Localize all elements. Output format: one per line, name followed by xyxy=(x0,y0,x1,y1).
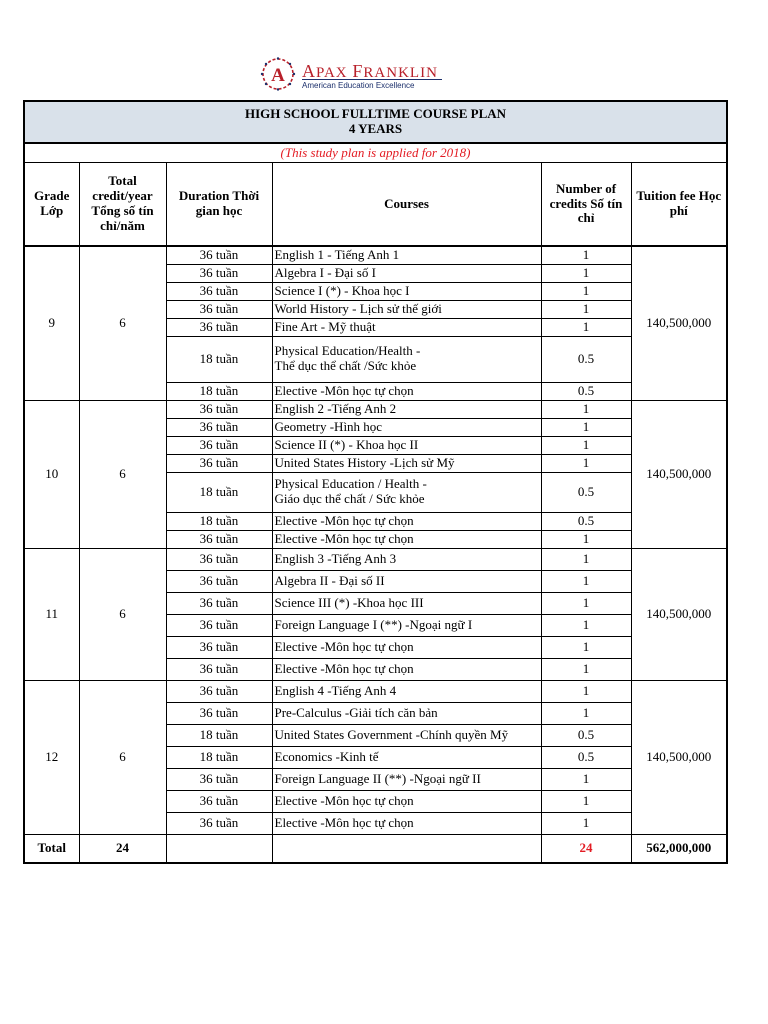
course-cell xyxy=(272,512,541,530)
duration-cell: 18 tuần xyxy=(166,472,272,512)
duration-cell: 36 tuần xyxy=(166,436,272,454)
totals-tuition: 562,000,000 xyxy=(631,834,727,863)
duration-cell: 36 tuần xyxy=(166,636,272,658)
header-courses: Courses xyxy=(272,163,541,247)
total-credit-cell: 6 xyxy=(79,400,166,548)
header-credits: Number of credits Số tín chỉ xyxy=(541,163,631,247)
header-row xyxy=(24,163,727,247)
course-cell xyxy=(272,400,541,418)
course-name: Science III (*) -Khoa học III xyxy=(274,594,424,610)
course-name: English 2 -Tiếng Anh 2 xyxy=(274,400,397,416)
course-cell xyxy=(272,658,541,680)
credits-cell: 0.5 xyxy=(541,512,631,530)
tuition-cell: 140,500,000 xyxy=(631,246,727,400)
duration-cell: 36 tuần xyxy=(166,548,272,570)
duration-cell: 36 tuần xyxy=(166,454,272,472)
course-cell xyxy=(272,570,541,592)
course-name: Geometry -Hình học xyxy=(274,418,383,434)
course-name: Elective -Môn học tự chọn xyxy=(274,512,414,528)
total-credit-cell: 6 xyxy=(79,680,166,834)
course-name: Elective -Môn học tự chọn xyxy=(274,814,414,830)
duration-cell: 36 tuần xyxy=(166,530,272,548)
credits-cell: 1 xyxy=(541,790,631,812)
grade-cell: 12 xyxy=(24,680,79,834)
course-cell xyxy=(272,530,541,548)
course-name: Science II (*) - Khoa học II xyxy=(274,436,419,452)
header-duration: Duration Thời gian học xyxy=(166,163,272,247)
credits-cell: 1 xyxy=(541,318,631,336)
course-cell xyxy=(272,336,541,382)
course-name: Algebra I - Đại số I xyxy=(274,264,376,280)
course-name: Elective -Môn học tự chọn xyxy=(274,530,414,546)
credits-cell: 1 xyxy=(541,548,631,570)
duration-cell: 36 tuần xyxy=(166,592,272,614)
header-grade: Grade Lớp xyxy=(24,163,79,247)
totals-credit-year: 24 xyxy=(79,834,166,863)
grade-cell: 9 xyxy=(24,246,79,400)
brand-divider xyxy=(302,79,442,80)
duration-cell: 36 tuần xyxy=(166,702,272,724)
duration-cell: 36 tuần xyxy=(166,680,272,702)
duration-cell: 36 tuần xyxy=(166,264,272,282)
credits-cell: 1 xyxy=(541,300,631,318)
course-name: Foreign Language I (**) -Ngoại ngữ I xyxy=(274,616,473,632)
duration-cell: 18 tuần xyxy=(166,724,272,746)
course-cell xyxy=(272,724,541,746)
course-name: Fine Art - Mỹ thuật xyxy=(274,318,376,334)
duration-cell: 36 tuần xyxy=(166,282,272,300)
totals-label: Total xyxy=(24,834,79,863)
credits-cell: 1 xyxy=(541,454,631,472)
credits-cell: 1 xyxy=(541,636,631,658)
course-cell xyxy=(272,636,541,658)
duration-cell: 36 tuần xyxy=(166,318,272,336)
course-cell xyxy=(272,264,541,282)
course-name: Economics -Kinh tế xyxy=(274,748,379,764)
totals-duration xyxy=(166,834,272,863)
brand-tagline: American Education Excellence xyxy=(302,81,415,90)
tuition-cell: 140,500,000 xyxy=(631,548,727,680)
course-name: United States History -Lịch sử Mỹ xyxy=(274,454,455,470)
course-name: Elective -Môn học tự chọn xyxy=(274,660,414,676)
credits-cell: 1 xyxy=(541,246,631,264)
course-name: Elective -Môn học tự chọn xyxy=(274,792,414,808)
course-cell xyxy=(272,592,541,614)
course-cell xyxy=(272,418,541,436)
credits-cell: 1 xyxy=(541,592,631,614)
table-title: HIGH SCHOOL FULLTIME COURSE PLAN 4 YEARS xyxy=(24,101,727,143)
course-cell xyxy=(272,812,541,834)
course-cell xyxy=(272,246,541,264)
course-name: English 4 -Tiếng Anh 4 xyxy=(274,682,397,698)
course-name: Physical Education/Health - xyxy=(274,343,421,359)
duration-cell: 36 tuần xyxy=(166,418,272,436)
course-cell xyxy=(272,746,541,768)
duration-cell: 36 tuần xyxy=(166,812,272,834)
table-row xyxy=(24,548,727,570)
course-cell xyxy=(272,790,541,812)
credits-cell: 1 xyxy=(541,530,631,548)
duration-cell: 36 tuần xyxy=(166,768,272,790)
credits-cell: 0.5 xyxy=(541,746,631,768)
apax-franklin-emblem xyxy=(258,56,298,92)
course-name: English 1 - Tiếng Anh 1 xyxy=(274,246,400,262)
header-tuition: Tuition fee Học phí xyxy=(631,163,727,247)
credits-cell: 1 xyxy=(541,658,631,680)
credits-cell: 1 xyxy=(541,702,631,724)
credits-cell: 1 xyxy=(541,680,631,702)
duration-cell: 36 tuần xyxy=(166,658,272,680)
course-name: Elective -Môn học tự chọn xyxy=(274,638,414,654)
credits-cell: 1 xyxy=(541,812,631,834)
credits-cell: 1 xyxy=(541,768,631,790)
grade-cell: 10 xyxy=(24,400,79,548)
credits-cell: 1 xyxy=(541,264,631,282)
course-cell xyxy=(272,318,541,336)
totals-courses xyxy=(272,834,541,863)
brand-logo xyxy=(258,56,518,92)
brand-name: APAX FRANKLIN xyxy=(302,61,438,81)
table-row xyxy=(24,400,727,418)
duration-cell: 36 tuần xyxy=(166,570,272,592)
credits-cell: 0.5 xyxy=(541,724,631,746)
course-name: World History - Lịch sử thế giới xyxy=(274,300,442,316)
course-cell xyxy=(272,768,541,790)
credits-cell: 0.5 xyxy=(541,336,631,382)
credits-cell: 1 xyxy=(541,570,631,592)
duration-cell: 36 tuần xyxy=(166,246,272,264)
course-cell xyxy=(272,702,541,724)
table-row xyxy=(24,680,727,702)
course-name-vietnamese: Thể dục thể chất /Sức khỏe xyxy=(274,358,417,373)
course-cell xyxy=(272,680,541,702)
study-plan-note: (This study plan is applied for 2018) xyxy=(24,143,727,163)
course-name: Physical Education / Health - xyxy=(274,476,427,492)
credits-cell: 1 xyxy=(541,400,631,418)
course-name: English 3 -Tiếng Anh 3 xyxy=(274,550,397,566)
course-plan-table xyxy=(23,100,728,864)
course-cell xyxy=(272,282,541,300)
course-cell xyxy=(272,548,541,570)
duration-cell: 36 tuần xyxy=(166,614,272,636)
course-name: Pre-Calculus -Giải tích căn bản xyxy=(274,704,438,720)
duration-cell: 36 tuần xyxy=(166,400,272,418)
course-cell xyxy=(272,454,541,472)
credits-cell: 0.5 xyxy=(541,382,631,400)
course-name: Foreign Language II (**) -Ngoại ngữ II xyxy=(274,770,481,786)
duration-cell: 36 tuần xyxy=(166,300,272,318)
totals-row xyxy=(24,834,727,863)
totals-credits: 24 xyxy=(541,834,631,863)
svg-text:A: A xyxy=(271,65,285,86)
tuition-cell: 140,500,000 xyxy=(631,680,727,834)
course-cell xyxy=(272,436,541,454)
duration-cell: 18 tuần xyxy=(166,512,272,530)
credits-cell: 0.5 xyxy=(541,472,631,512)
course-name: United States Government -Chính quyền Mỹ xyxy=(274,726,509,742)
total-credit-cell: 6 xyxy=(79,548,166,680)
course-cell xyxy=(272,300,541,318)
course-name-vietnamese: Giáo dục thể chất / Sức khỏe xyxy=(274,491,425,506)
table-row xyxy=(24,246,727,264)
credits-cell: 1 xyxy=(541,282,631,300)
credits-cell: 1 xyxy=(541,418,631,436)
duration-cell: 36 tuần xyxy=(166,790,272,812)
course-cell xyxy=(272,472,541,512)
tuition-cell: 140,500,000 xyxy=(631,400,727,548)
course-name: Elective -Môn học tự chọn xyxy=(274,382,414,398)
course-name: Algebra II - Đại số II xyxy=(274,572,385,588)
credits-cell: 1 xyxy=(541,436,631,454)
course-name: Science I (*) - Khoa học I xyxy=(274,282,410,298)
total-credit-cell: 6 xyxy=(79,246,166,400)
grade-cell: 11 xyxy=(24,548,79,680)
course-cell xyxy=(272,382,541,400)
duration-cell: 18 tuần xyxy=(166,382,272,400)
duration-cell: 18 tuần xyxy=(166,746,272,768)
header-total-credit: Total credit/year Tổng số tín chỉ/năm xyxy=(79,163,166,247)
course-cell xyxy=(272,614,541,636)
duration-cell: 18 tuần xyxy=(166,336,272,382)
credits-cell: 1 xyxy=(541,614,631,636)
